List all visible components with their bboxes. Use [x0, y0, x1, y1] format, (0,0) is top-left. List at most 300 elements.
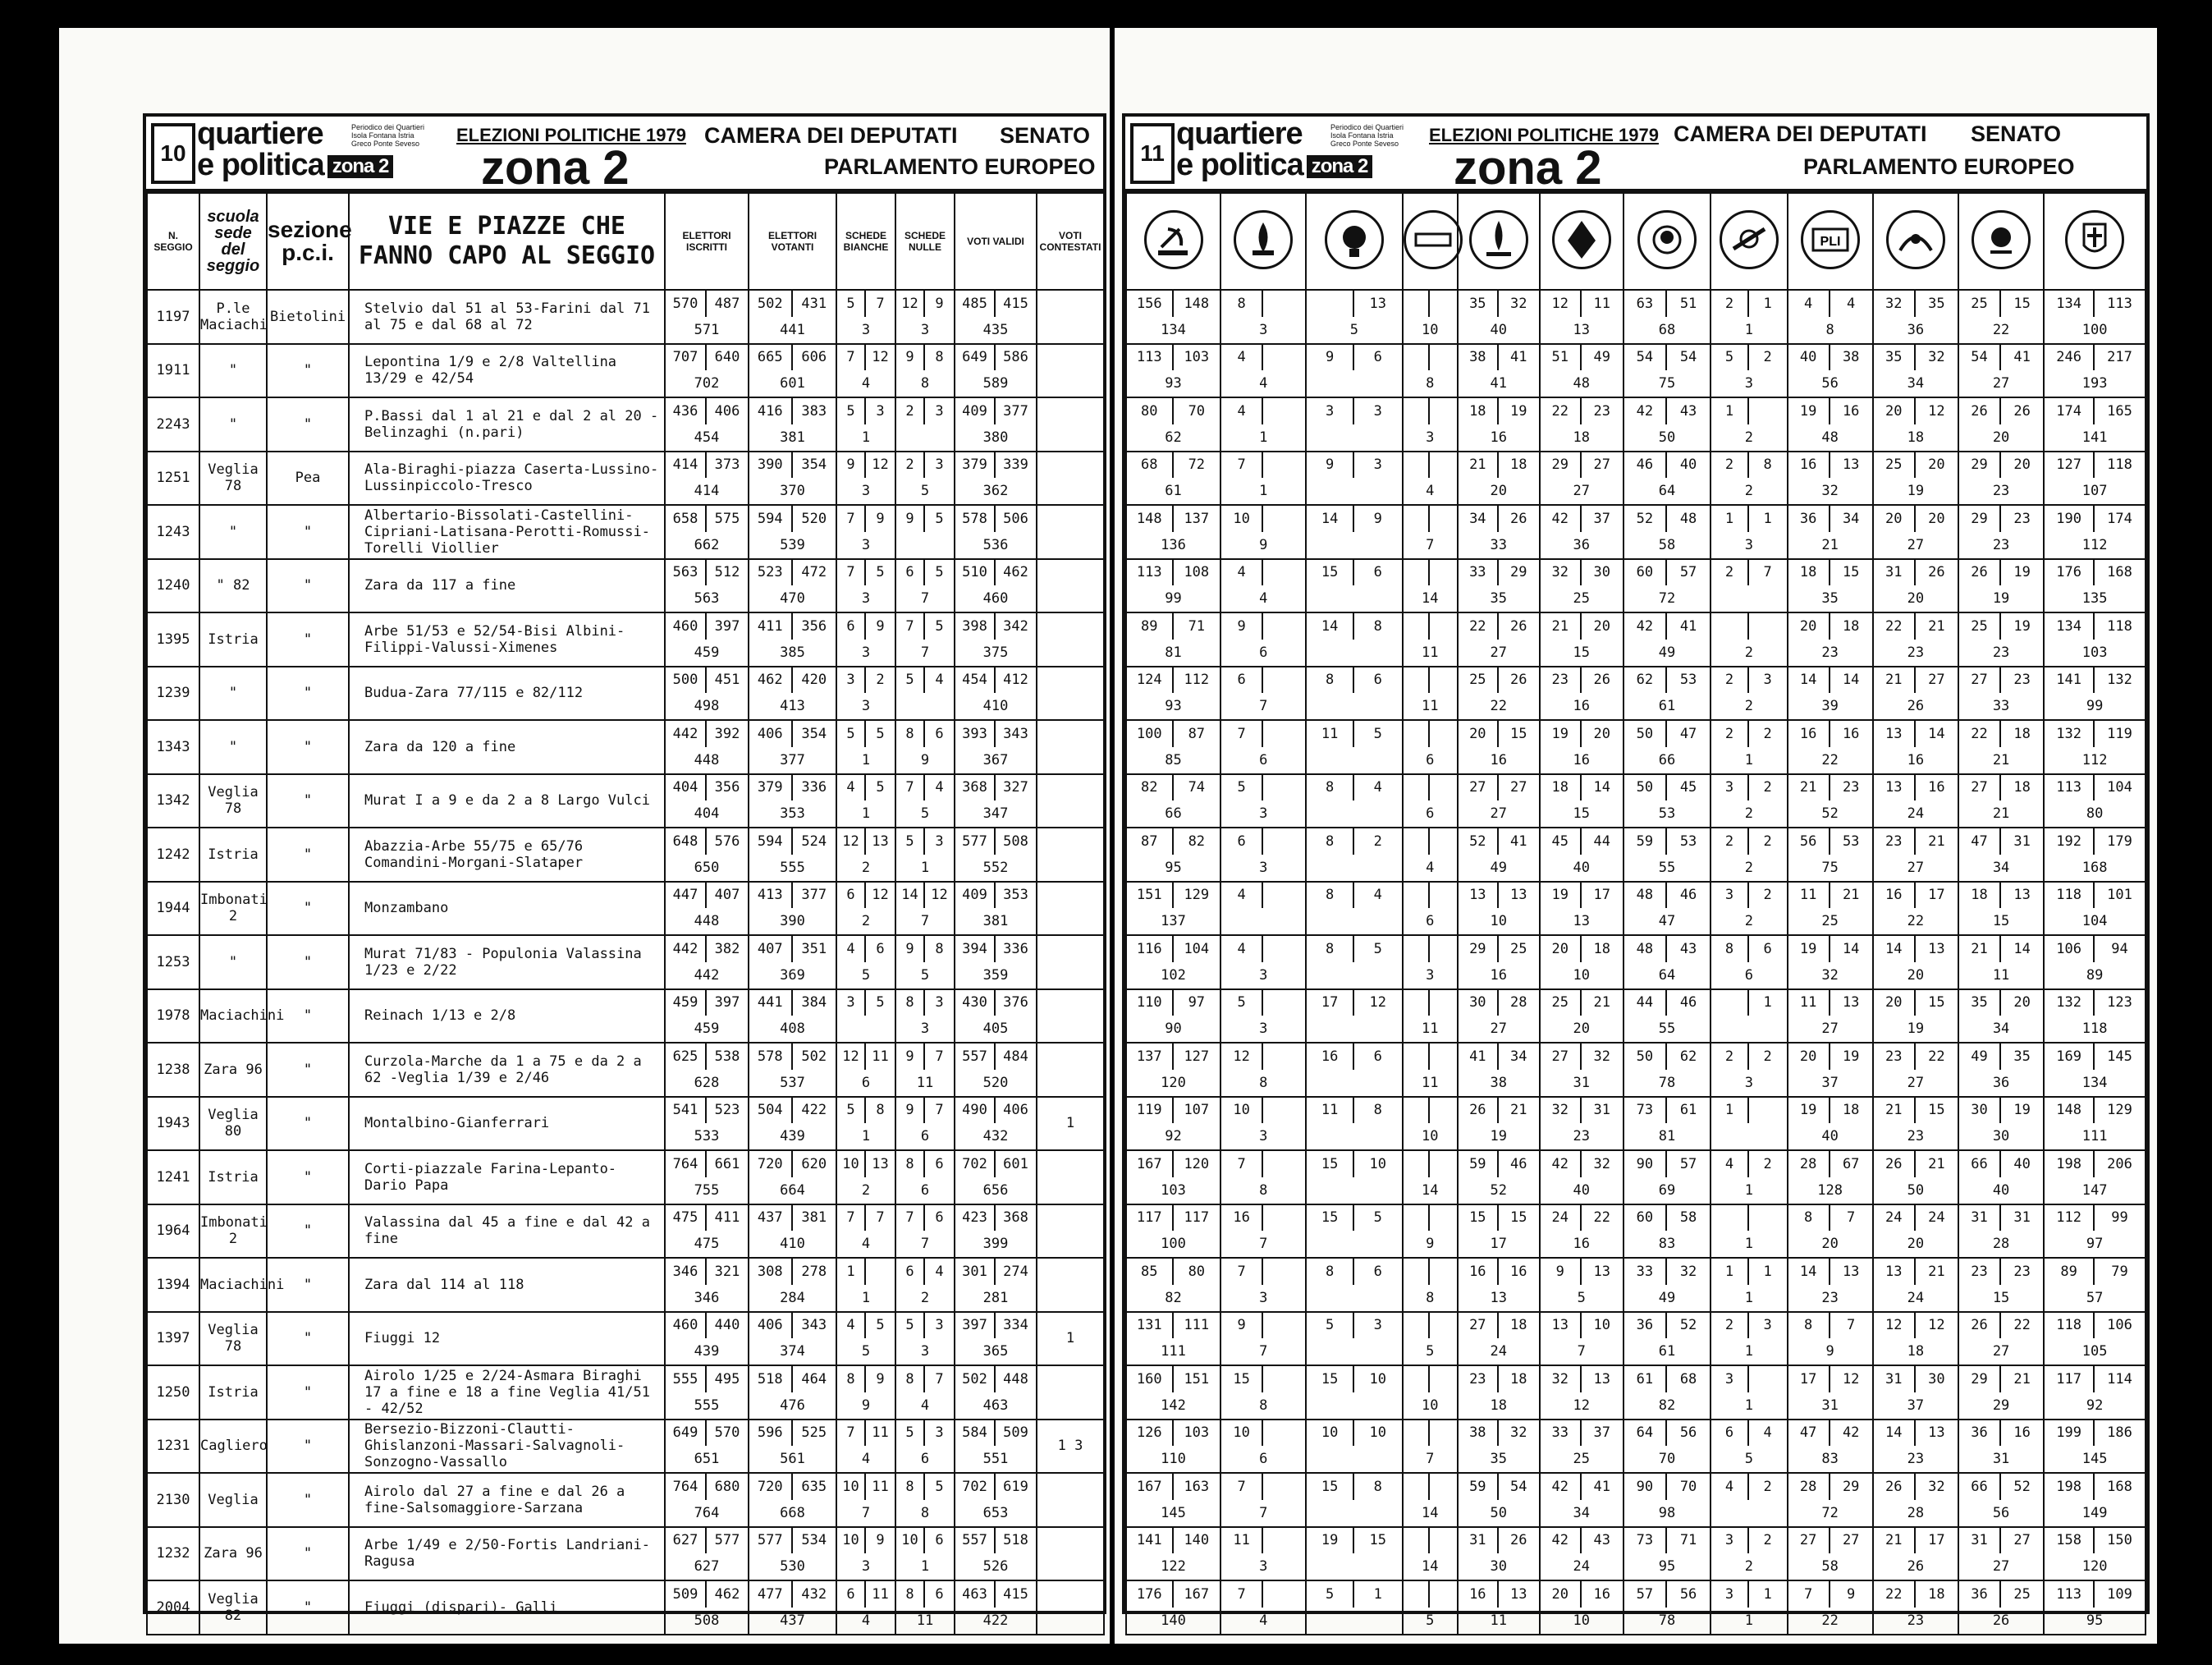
- vote-senato: 22: [1928, 1048, 1945, 1065]
- party-vote-cell: [1458, 989, 1540, 1043]
- vote-camera: 25: [1541, 990, 1582, 1016]
- brand-line1: quartiere: [1176, 117, 1303, 151]
- iscritti-cell: [665, 1580, 749, 1635]
- party-vote-cell: [1624, 397, 1711, 452]
- vote-europeo: 18: [1573, 429, 1590, 446]
- bianche-cell: [836, 1527, 895, 1581]
- vote-camera: 158: [2045, 1528, 2095, 1554]
- nulle-cell-senato: 5: [935, 617, 944, 635]
- validi-cell-europeo: 362: [982, 483, 1009, 500]
- bianche-cell-senato: 11: [872, 1585, 889, 1603]
- streets: Zara dal 114 al 118: [349, 1258, 665, 1312]
- vote-camera: 25: [1874, 452, 1916, 479]
- vote-camera: 11: [1307, 1098, 1354, 1124]
- party-vote-cell: [1540, 1258, 1624, 1312]
- nulle-cell: [895, 774, 955, 828]
- vote-europeo: 30: [1490, 1558, 1508, 1576]
- party-vote-cell: [1624, 667, 1711, 721]
- pci-section: ": [267, 1473, 349, 1527]
- party-vote-cell: [1624, 290, 1711, 344]
- vote-camera: 21: [1874, 667, 1916, 694]
- vote-camera: 113: [1127, 345, 1174, 371]
- party-vote-cell: [1540, 612, 1624, 667]
- vote-senato: 13: [1842, 456, 1860, 474]
- party-vote-cell: [2044, 505, 2146, 559]
- vote-senato: 74: [1188, 779, 1206, 796]
- validi-cell-senato: 343: [1003, 725, 1028, 742]
- vote-europeo: 70: [1658, 1451, 1676, 1468]
- iscritti-cell-camera: 460: [666, 613, 707, 640]
- pci-section: ": [267, 720, 349, 774]
- party-vote-cell: [1873, 882, 1958, 936]
- nulle-cell-senato: 6: [935, 1532, 944, 1549]
- vote-senato: [1430, 613, 1457, 640]
- nulle-cell-senato: 7: [935, 1102, 944, 1119]
- party-vote-cell: [1458, 667, 1540, 721]
- vote-camera: 42: [1624, 398, 1667, 424]
- vote-europeo: 58: [1658, 536, 1676, 553]
- validi-cell: [955, 612, 1037, 667]
- vote-europeo: 168: [2081, 859, 2108, 876]
- vote-camera: 131: [1127, 1313, 1174, 1339]
- vote-senato: 32: [1593, 1048, 1610, 1065]
- party-vote-cell: [1540, 720, 1624, 774]
- bianche-cell: [836, 1420, 895, 1474]
- validi-cell-camera: 557: [955, 1528, 996, 1554]
- party-vote-cell: [1220, 1258, 1306, 1312]
- table-row: [147, 452, 1104, 506]
- vote-senato: 129: [1184, 887, 1210, 904]
- nulle-cell-europeo: 7: [920, 590, 930, 608]
- vote-senato: 7: [1763, 564, 1772, 581]
- bianche-cell-camera: 5: [837, 291, 866, 317]
- vote-europeo: 10: [1573, 1612, 1590, 1629]
- vote-europeo: 18: [1907, 1343, 1925, 1360]
- party-vote-cell: [1220, 1312, 1306, 1366]
- vote-senato: 10: [1369, 1155, 1386, 1172]
- vote-senato: 150: [2107, 1532, 2132, 1549]
- vote-europeo: 3: [1259, 1289, 1268, 1306]
- votanti-cell: [749, 1258, 836, 1312]
- vote-europeo: 99: [1165, 590, 1182, 608]
- vote-europeo: 3: [1259, 1558, 1268, 1576]
- party-vote-cell: [1220, 1043, 1306, 1097]
- bianche-cell-camera: 3: [837, 667, 866, 694]
- table-row: [1126, 1420, 2146, 1474]
- party-vote-cell: [1788, 1420, 1873, 1474]
- party-vote-cell: [1220, 882, 1306, 936]
- party-vote-cell: [1306, 1097, 1402, 1151]
- vote-camera: [1404, 721, 1431, 747]
- vote-senato: 106: [2107, 1317, 2132, 1334]
- left-masthead: [146, 117, 1103, 195]
- validi-cell-europeo: 365: [982, 1343, 1009, 1360]
- seggio-school: Zara 96: [199, 1043, 267, 1097]
- bianche-cell-camera: 4: [837, 936, 866, 962]
- nulle-cell: [895, 344, 955, 398]
- validi-cell-camera: 423: [955, 1205, 996, 1232]
- party-vote-cell: [1788, 559, 1873, 613]
- party-vote-cell: [1788, 774, 1873, 828]
- validi-cell-senato: 334: [1003, 1317, 1028, 1334]
- party-vote-cell: [1306, 1473, 1402, 1527]
- vote-camera: 40: [1788, 345, 1830, 371]
- party-vote-cell: [2044, 774, 2146, 828]
- validi-cell: [955, 720, 1037, 774]
- party-vote-cell: [1624, 1204, 1711, 1259]
- vote-senato: 40: [2013, 1155, 2031, 1172]
- vote-camera: 57: [1624, 1581, 1667, 1608]
- vote-senato: 20: [1928, 510, 1945, 527]
- bianche-cell-europeo: 3: [861, 1558, 871, 1576]
- bianche-cell-camera: 7: [837, 1205, 866, 1232]
- bianche-cell-camera: 4: [837, 1313, 866, 1339]
- vote-senato: 13: [1510, 887, 1527, 904]
- nulle-cell-europeo: 3: [920, 1021, 930, 1038]
- iscritti-cell-europeo: 764: [694, 1504, 720, 1521]
- left-results-frame: [143, 113, 1106, 1629]
- table-row: [147, 1473, 1104, 1527]
- party-vote-cell: [1540, 1365, 1624, 1420]
- party-vote-cell: [1403, 344, 1458, 398]
- party-vote-cell: [1458, 1258, 1540, 1312]
- votanti-cell: [749, 667, 836, 721]
- party-vote-cell: [1788, 452, 1873, 506]
- party-vote-cell: [1788, 1365, 1873, 1420]
- pci-section: ": [267, 1580, 349, 1635]
- vote-europeo: 58: [1821, 1558, 1839, 1576]
- iscritti-cell-europeo: 459: [694, 644, 720, 661]
- vote-camera: 9: [1541, 1259, 1582, 1285]
- seggio-number: 1343: [147, 720, 199, 774]
- validi-cell: [955, 882, 1037, 936]
- votanti-cell-camera: 416: [749, 398, 793, 424]
- vote-senato: [1263, 398, 1305, 424]
- party-vote-cell: [1711, 505, 1787, 559]
- bianche-cell-europeo: 3: [861, 536, 871, 553]
- vote-camera: 14: [1874, 936, 1916, 962]
- table-row: [147, 989, 1104, 1043]
- seggio-school: ": [199, 505, 267, 559]
- vote-camera: 19: [1788, 1098, 1830, 1124]
- votanti-cell-senato: 354: [801, 725, 827, 742]
- seggio-number: 1239: [147, 667, 199, 721]
- bianche-cell: [836, 935, 895, 989]
- vote-europeo: 23: [1992, 644, 2010, 661]
- vote-senato: 20: [1593, 725, 1610, 742]
- iscritti-cell-europeo: 651: [694, 1451, 720, 1468]
- vote-senato: 140: [1184, 1532, 1210, 1549]
- vote-camera: 198: [2045, 1474, 2095, 1500]
- vote-europeo: 104: [2081, 913, 2108, 930]
- iscritti-cell-senato: 661: [714, 1155, 740, 1172]
- streets: Arbe 1/49 e 2/50-Fortis Landriani-Ragusa: [349, 1527, 665, 1581]
- vote-europeo: [1307, 1392, 1401, 1419]
- party-vote-cell: [1126, 1527, 1220, 1581]
- vote-senato: 3: [1373, 456, 1382, 474]
- vote-camera: 7: [1221, 1151, 1263, 1177]
- table-row: [147, 1204, 1104, 1259]
- vote-europeo: 21: [1992, 751, 2010, 768]
- party-vote-cell: [2044, 1420, 2146, 1474]
- party-header-cell: [1306, 193, 1402, 290]
- vote-senato: 15: [1510, 1209, 1527, 1227]
- vote-senato: 18: [1593, 940, 1610, 957]
- nulle-cell-europeo: 6: [920, 1451, 930, 1468]
- vote-senato: [1430, 1098, 1457, 1124]
- iscritti-cell-europeo: 563: [694, 590, 720, 608]
- contestati-cell: [1037, 612, 1104, 667]
- nulle-cell-senato: 6: [935, 1155, 944, 1172]
- vote-camera: 134: [2045, 613, 2095, 640]
- party-vote-cell: [1403, 559, 1458, 613]
- iscritti-cell-europeo: 571: [694, 321, 720, 338]
- nulle-cell-europeo: 11: [916, 1612, 934, 1629]
- bianche-cell: [836, 989, 895, 1043]
- vote-europeo: 23: [1907, 644, 1925, 661]
- bianche-cell-europeo: 4: [861, 1236, 871, 1253]
- validi-cell-senato: 506: [1003, 510, 1028, 527]
- bianche-cell: [836, 612, 895, 667]
- party-header-cell: [1403, 193, 1458, 290]
- vote-camera: 20: [1788, 1043, 1830, 1070]
- party-vote-cell: [1873, 452, 1958, 506]
- table-row: [1126, 1150, 2146, 1204]
- nulle-cell-senato: 3: [935, 994, 944, 1011]
- vote-europeo: 100: [2081, 321, 2108, 338]
- vote-senato: 4: [1373, 887, 1382, 904]
- votanti-cell: [749, 1097, 836, 1151]
- votanti-cell-europeo: 476: [780, 1397, 805, 1414]
- vote-senato: 82: [1188, 832, 1206, 850]
- vote-camera: 18: [1788, 560, 1830, 586]
- vote-senato: [1263, 1420, 1305, 1447]
- bianche-cell-europeo: 3: [861, 590, 871, 608]
- vote-europeo: 141: [2081, 429, 2108, 446]
- vote-camera: 20: [1874, 506, 1916, 532]
- party-vote-cell: [1220, 1473, 1306, 1527]
- party-vote-cell: [2044, 935, 2146, 989]
- vote-senato: 7: [1847, 1209, 1856, 1227]
- vote-camera: 9: [1307, 345, 1354, 371]
- vote-europeo: 4: [1426, 859, 1435, 876]
- vote-europeo: [1307, 585, 1401, 612]
- iscritti-cell: [665, 1204, 749, 1259]
- iscritti-cell-senato: 356: [714, 779, 740, 796]
- header-sezione: sezione p.c.i.: [267, 193, 349, 290]
- vote-camera: [1711, 613, 1749, 640]
- party-vote-cell: [1403, 935, 1458, 989]
- vote-camera: 9: [1221, 613, 1263, 640]
- bianche-cell-camera: 8: [837, 1366, 866, 1392]
- seggio-school: Maciachini: [199, 989, 267, 1043]
- votanti-cell: [749, 1150, 836, 1204]
- vote-senato: 43: [1679, 940, 1697, 957]
- vote-senato: 31: [2013, 1209, 2031, 1227]
- vote-europeo: [1307, 1016, 1401, 1042]
- seggio-school: ": [199, 397, 267, 452]
- vote-camera: 4: [1221, 398, 1263, 424]
- vote-europeo: 8: [1259, 1397, 1268, 1414]
- party-vote-cell: [1306, 667, 1402, 721]
- votanti-cell-camera: 594: [749, 828, 793, 855]
- vote-camera: 28: [1788, 1474, 1830, 1500]
- vote-senato: 14: [1593, 779, 1610, 796]
- seggio-school: Imbonati 2: [199, 1204, 267, 1259]
- validi-cell-europeo: 422: [982, 1612, 1009, 1629]
- iscritti-cell: [665, 1527, 749, 1581]
- vote-camera: 89: [2045, 1259, 2095, 1285]
- iscritti-cell: [665, 935, 749, 989]
- vote-senato: 80: [1188, 1263, 1206, 1280]
- header-bianche: SCHEDE BIANCHE: [836, 193, 895, 290]
- vote-europeo: 2: [1744, 644, 1753, 661]
- party-vote-cell: [1126, 1365, 1220, 1420]
- party-vote-cell: [1711, 344, 1787, 398]
- streets: Arbe 51/53 e 52/54-Bisi Albini-Filippi-Valussi-Ximenes: [349, 612, 665, 667]
- nulle-cell-senato: 3: [935, 1317, 944, 1334]
- vote-europeo: 103: [2081, 644, 2108, 661]
- party-vote-cell: [1624, 344, 1711, 398]
- vote-senato: 103: [1184, 349, 1210, 366]
- validi-cell-senato: 353: [1003, 887, 1028, 904]
- party-vote-cell: [2044, 1580, 2146, 1635]
- votanti-cell: [749, 559, 836, 613]
- vote-europeo: 38: [1490, 1074, 1508, 1091]
- validi-cell-senato: 327: [1003, 779, 1028, 796]
- bianche-cell: [836, 559, 895, 613]
- votanti-cell-camera: 407: [749, 936, 793, 962]
- vote-camera: 32: [1541, 1098, 1582, 1124]
- iscritti-cell-senato: 382: [714, 940, 740, 957]
- vote-europeo: 25: [1821, 913, 1839, 930]
- vote-camera: 11: [1221, 1528, 1263, 1554]
- party-vote-cell: [1711, 1097, 1787, 1151]
- vote-camera: 12: [1541, 291, 1582, 317]
- vote-camera: [1404, 936, 1431, 962]
- vote-europeo: 145: [1161, 1504, 1186, 1521]
- bianche-cell-camera: 4: [837, 775, 866, 801]
- nulle-cell-camera: 8: [896, 1474, 925, 1500]
- vote-senato: 79: [2111, 1263, 2128, 1280]
- vote-europeo: 55: [1658, 859, 1676, 876]
- votanti-cell-camera: 720: [749, 1474, 793, 1500]
- party-vote-cell: [1220, 559, 1306, 613]
- vote-europeo: 16: [1490, 966, 1508, 984]
- validi-cell-camera: 398: [955, 613, 996, 640]
- seggio-number: 1943: [147, 1097, 199, 1151]
- validi-cell-europeo: 367: [982, 751, 1009, 768]
- iscritti-cell: [665, 1043, 749, 1097]
- party-vote-cell: [1711, 935, 1787, 989]
- vote-camera: 60: [1624, 560, 1667, 586]
- party-vote-cell: [1540, 1473, 1624, 1527]
- nulle-cell: [895, 452, 955, 506]
- bianche-cell-senato: 7: [876, 1209, 885, 1227]
- vote-europeo: 11: [1421, 644, 1439, 661]
- vote-senato: [1430, 883, 1457, 909]
- votanti-cell-camera: 390: [749, 452, 793, 479]
- votanti-cell-camera: 578: [749, 1043, 793, 1070]
- votanti-cell-europeo: 439: [780, 1128, 805, 1145]
- votanti-cell-camera: 406: [749, 721, 793, 747]
- vote-camera: [1307, 291, 1354, 317]
- party-vote-cell: [1873, 720, 1958, 774]
- party-vote-cell: [1403, 1420, 1458, 1474]
- vote-camera: 15: [1307, 1474, 1354, 1500]
- vote-europeo: 5: [1577, 1289, 1586, 1306]
- validi-cell-europeo: 405: [982, 1021, 1009, 1038]
- nulle-cell: [895, 559, 955, 613]
- party-vote-cell: [1458, 1527, 1540, 1581]
- vote-camera: 20: [1541, 936, 1582, 962]
- iscritti-cell-camera: 414: [666, 452, 707, 479]
- vote-senato: [1430, 936, 1457, 962]
- party-vote-cell: [1788, 720, 1873, 774]
- validi-cell-camera: 502: [955, 1366, 996, 1392]
- validi-cell: [955, 667, 1037, 721]
- vote-senato: 26: [1510, 1532, 1527, 1549]
- vote-camera: 33: [1541, 1420, 1582, 1447]
- vote-senato: 21: [1510, 1102, 1527, 1119]
- vote-europeo: 66: [1165, 805, 1182, 823]
- party-vote-cell: [1403, 1527, 1458, 1581]
- vote-europeo: 28: [1907, 1504, 1925, 1521]
- vote-camera: 33: [1459, 560, 1499, 586]
- vote-senato: 179: [2107, 832, 2132, 850]
- vote-camera: 24: [1541, 1205, 1582, 1232]
- validi-cell-camera: 463: [955, 1581, 996, 1608]
- vote-camera: [1404, 1313, 1431, 1339]
- party-vote-cell: [1458, 559, 1540, 613]
- vote-europeo: 3: [1259, 966, 1268, 984]
- party-vote-cell: [1711, 1150, 1787, 1204]
- vote-camera: 27: [1959, 775, 2001, 801]
- vote-camera: 4: [1788, 291, 1830, 317]
- party-vote-cell: [1403, 452, 1458, 506]
- party-vote-cell: [1126, 559, 1220, 613]
- vote-senato: 53: [1842, 832, 1860, 850]
- table-row: [147, 720, 1104, 774]
- party-vote-cell: [1403, 612, 1458, 667]
- iscritti-cell: [665, 612, 749, 667]
- vote-europeo: 85: [1165, 751, 1182, 768]
- party-vote-cell: [2044, 1312, 2146, 1366]
- vote-senato: 21: [2013, 1370, 2031, 1388]
- seggio-school: P.le Maciachi: [199, 290, 267, 344]
- vote-europeo: 21: [1821, 536, 1839, 553]
- vote-camera: 89: [1127, 613, 1174, 640]
- nulle-cell-europeo: 8: [920, 375, 930, 392]
- bianche-cell: [836, 1473, 895, 1527]
- vote-camera: 3: [1711, 1366, 1749, 1392]
- votanti-cell: [749, 1043, 836, 1097]
- vote-senato: 52: [2013, 1478, 2031, 1495]
- vote-camera: 141: [1127, 1528, 1174, 1554]
- vote-europeo: 37: [1821, 1074, 1839, 1091]
- vote-europeo: 6: [1426, 805, 1435, 823]
- vote-camera: 11: [1307, 721, 1354, 747]
- vote-camera: 26: [1874, 1474, 1916, 1500]
- votanti-cell: [749, 774, 836, 828]
- party-symbols-row: [1126, 193, 2146, 290]
- nulle-cell: [895, 1365, 955, 1420]
- vote-europeo: [1307, 478, 1401, 504]
- iscritti-cell-camera: 460: [666, 1313, 707, 1339]
- vote-camera: 32: [1541, 1366, 1582, 1392]
- election-title: ELEZIONI POLITICHE 1979: [456, 125, 686, 145]
- party-vote-cell: [1403, 1097, 1458, 1151]
